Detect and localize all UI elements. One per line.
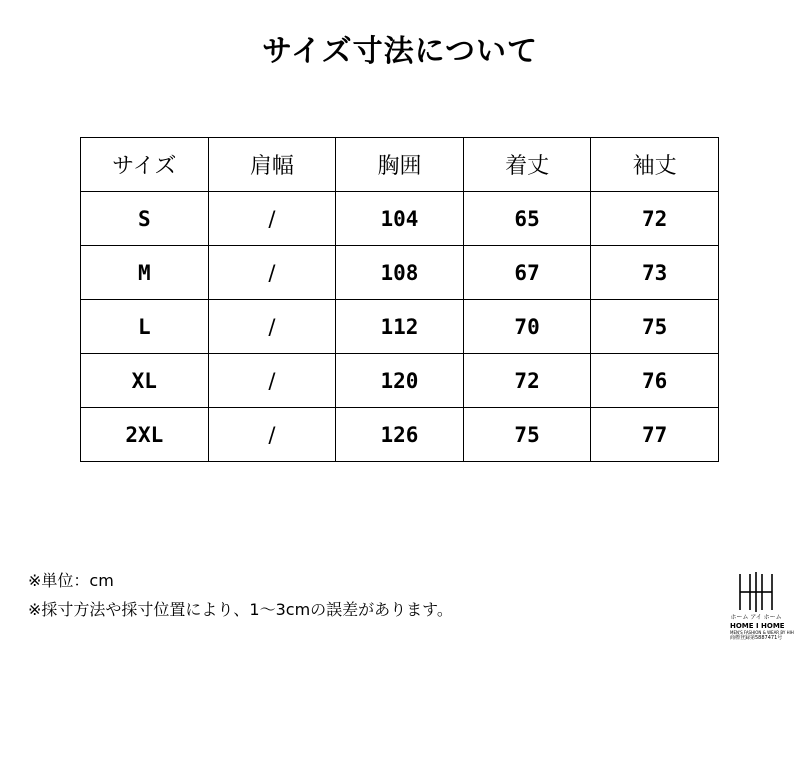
cell-chest: 126 (336, 408, 464, 462)
cell-shoulder: / (208, 408, 336, 462)
page-title: サイズ寸法について (262, 34, 538, 69)
cell-sleeve: 72 (591, 192, 719, 246)
cell-sleeve: 77 (591, 408, 719, 462)
cell-size: 2XL (81, 408, 209, 462)
logo-name: HOME I HOME (730, 622, 785, 630)
table-row (81, 300, 719, 354)
header-chest: 胸囲 (336, 138, 464, 192)
cell-size: XL (81, 354, 209, 408)
cell-length: 67 (463, 246, 591, 300)
logo-tagline: MEN'S FASHION & WEAR BY HIH (730, 630, 794, 635)
cell-chest: 112 (336, 300, 464, 354)
header-sleeve: 袖丈 (591, 138, 719, 192)
unit-note: ※単位：cm (28, 571, 114, 590)
error-note: ※採寸方法や採寸位置により、1～3cmの誤差があります。 (28, 600, 453, 619)
table-header-row (81, 138, 719, 192)
cell-length: 72 (463, 354, 591, 408)
cell-sleeve: 73 (591, 246, 719, 300)
cell-size: S (81, 192, 209, 246)
cell-size: M (81, 246, 209, 300)
table-row (81, 354, 719, 408)
cell-sleeve: 76 (591, 354, 719, 408)
cell-shoulder: / (208, 246, 336, 300)
cell-shoulder: / (208, 300, 336, 354)
size-table (80, 137, 719, 462)
header-length: 着丈 (463, 138, 591, 192)
notes (28, 566, 453, 624)
header-size: サイズ (81, 138, 209, 192)
cell-sleeve: 75 (591, 300, 719, 354)
table-row (81, 192, 719, 246)
cell-chest: 108 (336, 246, 464, 300)
brand-logo (730, 570, 794, 641)
hih-logo-icon (736, 570, 776, 614)
cell-length: 70 (463, 300, 591, 354)
cell-chest: 120 (336, 354, 464, 408)
logo-registration: 商標登録第5887471号 (730, 635, 783, 641)
cell-chest: 104 (336, 192, 464, 246)
cell-shoulder: / (208, 192, 336, 246)
cell-length: 75 (463, 408, 591, 462)
table-row (81, 408, 719, 462)
cell-length: 65 (463, 192, 591, 246)
table-row (81, 246, 719, 300)
cell-size: L (81, 300, 209, 354)
header-shoulder: 肩幅 (208, 138, 336, 192)
logo-kana: ホーム アイ ホーム (730, 614, 782, 621)
cell-shoulder: / (208, 354, 336, 408)
